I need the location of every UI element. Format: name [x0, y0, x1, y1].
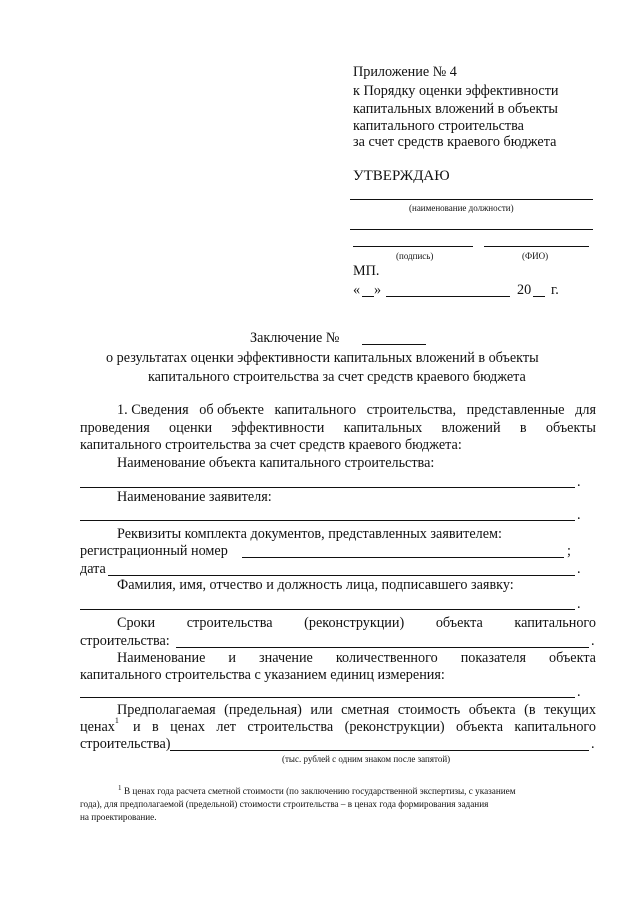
docs-label: Реквизиты комплекта документов, представленных заявителем:	[117, 526, 502, 542]
footnote-marker: 1	[118, 784, 122, 792]
approval-heading: УТВЕРЖДАЮ	[353, 168, 450, 184]
footnote-line-3: на проектирование.	[80, 812, 157, 822]
date-quote-open: «	[353, 282, 361, 298]
footnote-line-1: В ценах года расчета сметной стоимости (по заключению государственной экспертизы, с указанием	[124, 786, 516, 796]
appendix-line-3: капитальных вложений в объекты	[353, 101, 558, 117]
date-period: .	[577, 561, 581, 577]
cost-line-3: строительства)	[80, 736, 171, 752]
appendix-line-4: капитального строительства	[353, 118, 524, 134]
position-line-2	[350, 229, 593, 230]
cost-caption: (тыс. рублей с одним знаком после запятой)	[282, 754, 451, 764]
applicant-label: Наименование заявителя:	[117, 489, 272, 505]
stamp-label: МП.	[353, 263, 380, 279]
position-line	[350, 199, 593, 200]
signer-label: Фамилия, имя, отчество и должность лица, подписавшего заявку:	[117, 577, 514, 593]
indicator-line-1: Наименование и значение количественного показателя объекта	[117, 650, 596, 666]
signer-line	[80, 609, 575, 610]
reg-number-label: регистрационный номер	[80, 543, 228, 559]
cost-line-1: Предполагаемая (предельная) или сметная стоимость объекта (в текущих	[117, 702, 596, 718]
fio-line	[484, 246, 589, 247]
section1-line-1: 1. Сведения об объекте капитального строительства, представленные для	[117, 402, 596, 418]
title-line-1: о результатах оценки эффективности капитальных вложений в объекты	[106, 350, 539, 366]
cost-line	[170, 750, 589, 751]
applicant-line	[80, 520, 575, 521]
appendix-line-1: Приложение № 4	[353, 64, 457, 80]
terms-line-1: Сроки строительства (реконструкции) объекта капитального	[117, 615, 596, 631]
footnote-line-2: года), для предполагаемой (предельной) стоимости строительства – в ценах года формирования задания	[80, 799, 489, 809]
object-name-line	[80, 487, 575, 488]
year-line	[533, 296, 545, 297]
conclusion-number-line	[362, 344, 426, 345]
fio-caption: (ФИО)	[522, 251, 549, 261]
object-name-period: .	[577, 474, 581, 490]
terms-line	[176, 647, 589, 648]
signature-caption: (подпись)	[396, 251, 434, 261]
date-line	[108, 575, 575, 576]
position-caption: (наименование должности)	[409, 203, 514, 213]
applicant-period: .	[577, 507, 581, 523]
reg-number-line	[242, 557, 564, 558]
section1-line-3: капитального строительства за счет средств краевого бюджета:	[80, 437, 462, 453]
date-month-line	[386, 296, 510, 297]
section1-line-2: проведения оценки эффективности капитальных вложений в объекты	[80, 420, 596, 436]
title-line-2: капитального строительства за счет средств краевого бюджета	[148, 369, 526, 385]
signer-period: .	[577, 596, 581, 612]
appendix-line-2: к Порядку оценки эффективности	[353, 83, 559, 99]
indicator-line	[80, 697, 575, 698]
cost-line-2b: и в ценах лет строительства (реконструкции) объекта капитального	[133, 719, 596, 735]
reg-number-semicolon: ;	[567, 543, 571, 559]
year-suffix: г.	[551, 282, 559, 298]
date-day-line	[362, 296, 374, 297]
cost-period: .	[591, 736, 595, 752]
signature-line	[353, 246, 473, 247]
date-quote-close: »	[374, 282, 382, 298]
indicator-period: .	[577, 684, 581, 700]
terms-period: .	[591, 633, 595, 649]
footnote-ref: 1	[114, 716, 119, 725]
object-name-label: Наименование объекта капитального строительства:	[117, 455, 435, 471]
cost-line-2a: ценах$^1$	[80, 716, 119, 735]
year-prefix: 20	[517, 282, 532, 298]
date-label: дата	[80, 561, 106, 577]
appendix-line-5: за счет средств краевого бюджета	[353, 134, 557, 150]
terms-line-2: строительства:	[80, 633, 170, 649]
conclusion-label: Заключение №	[250, 330, 340, 346]
indicator-line-2: капитального строительства с указанием единиц измерения:	[80, 667, 445, 683]
